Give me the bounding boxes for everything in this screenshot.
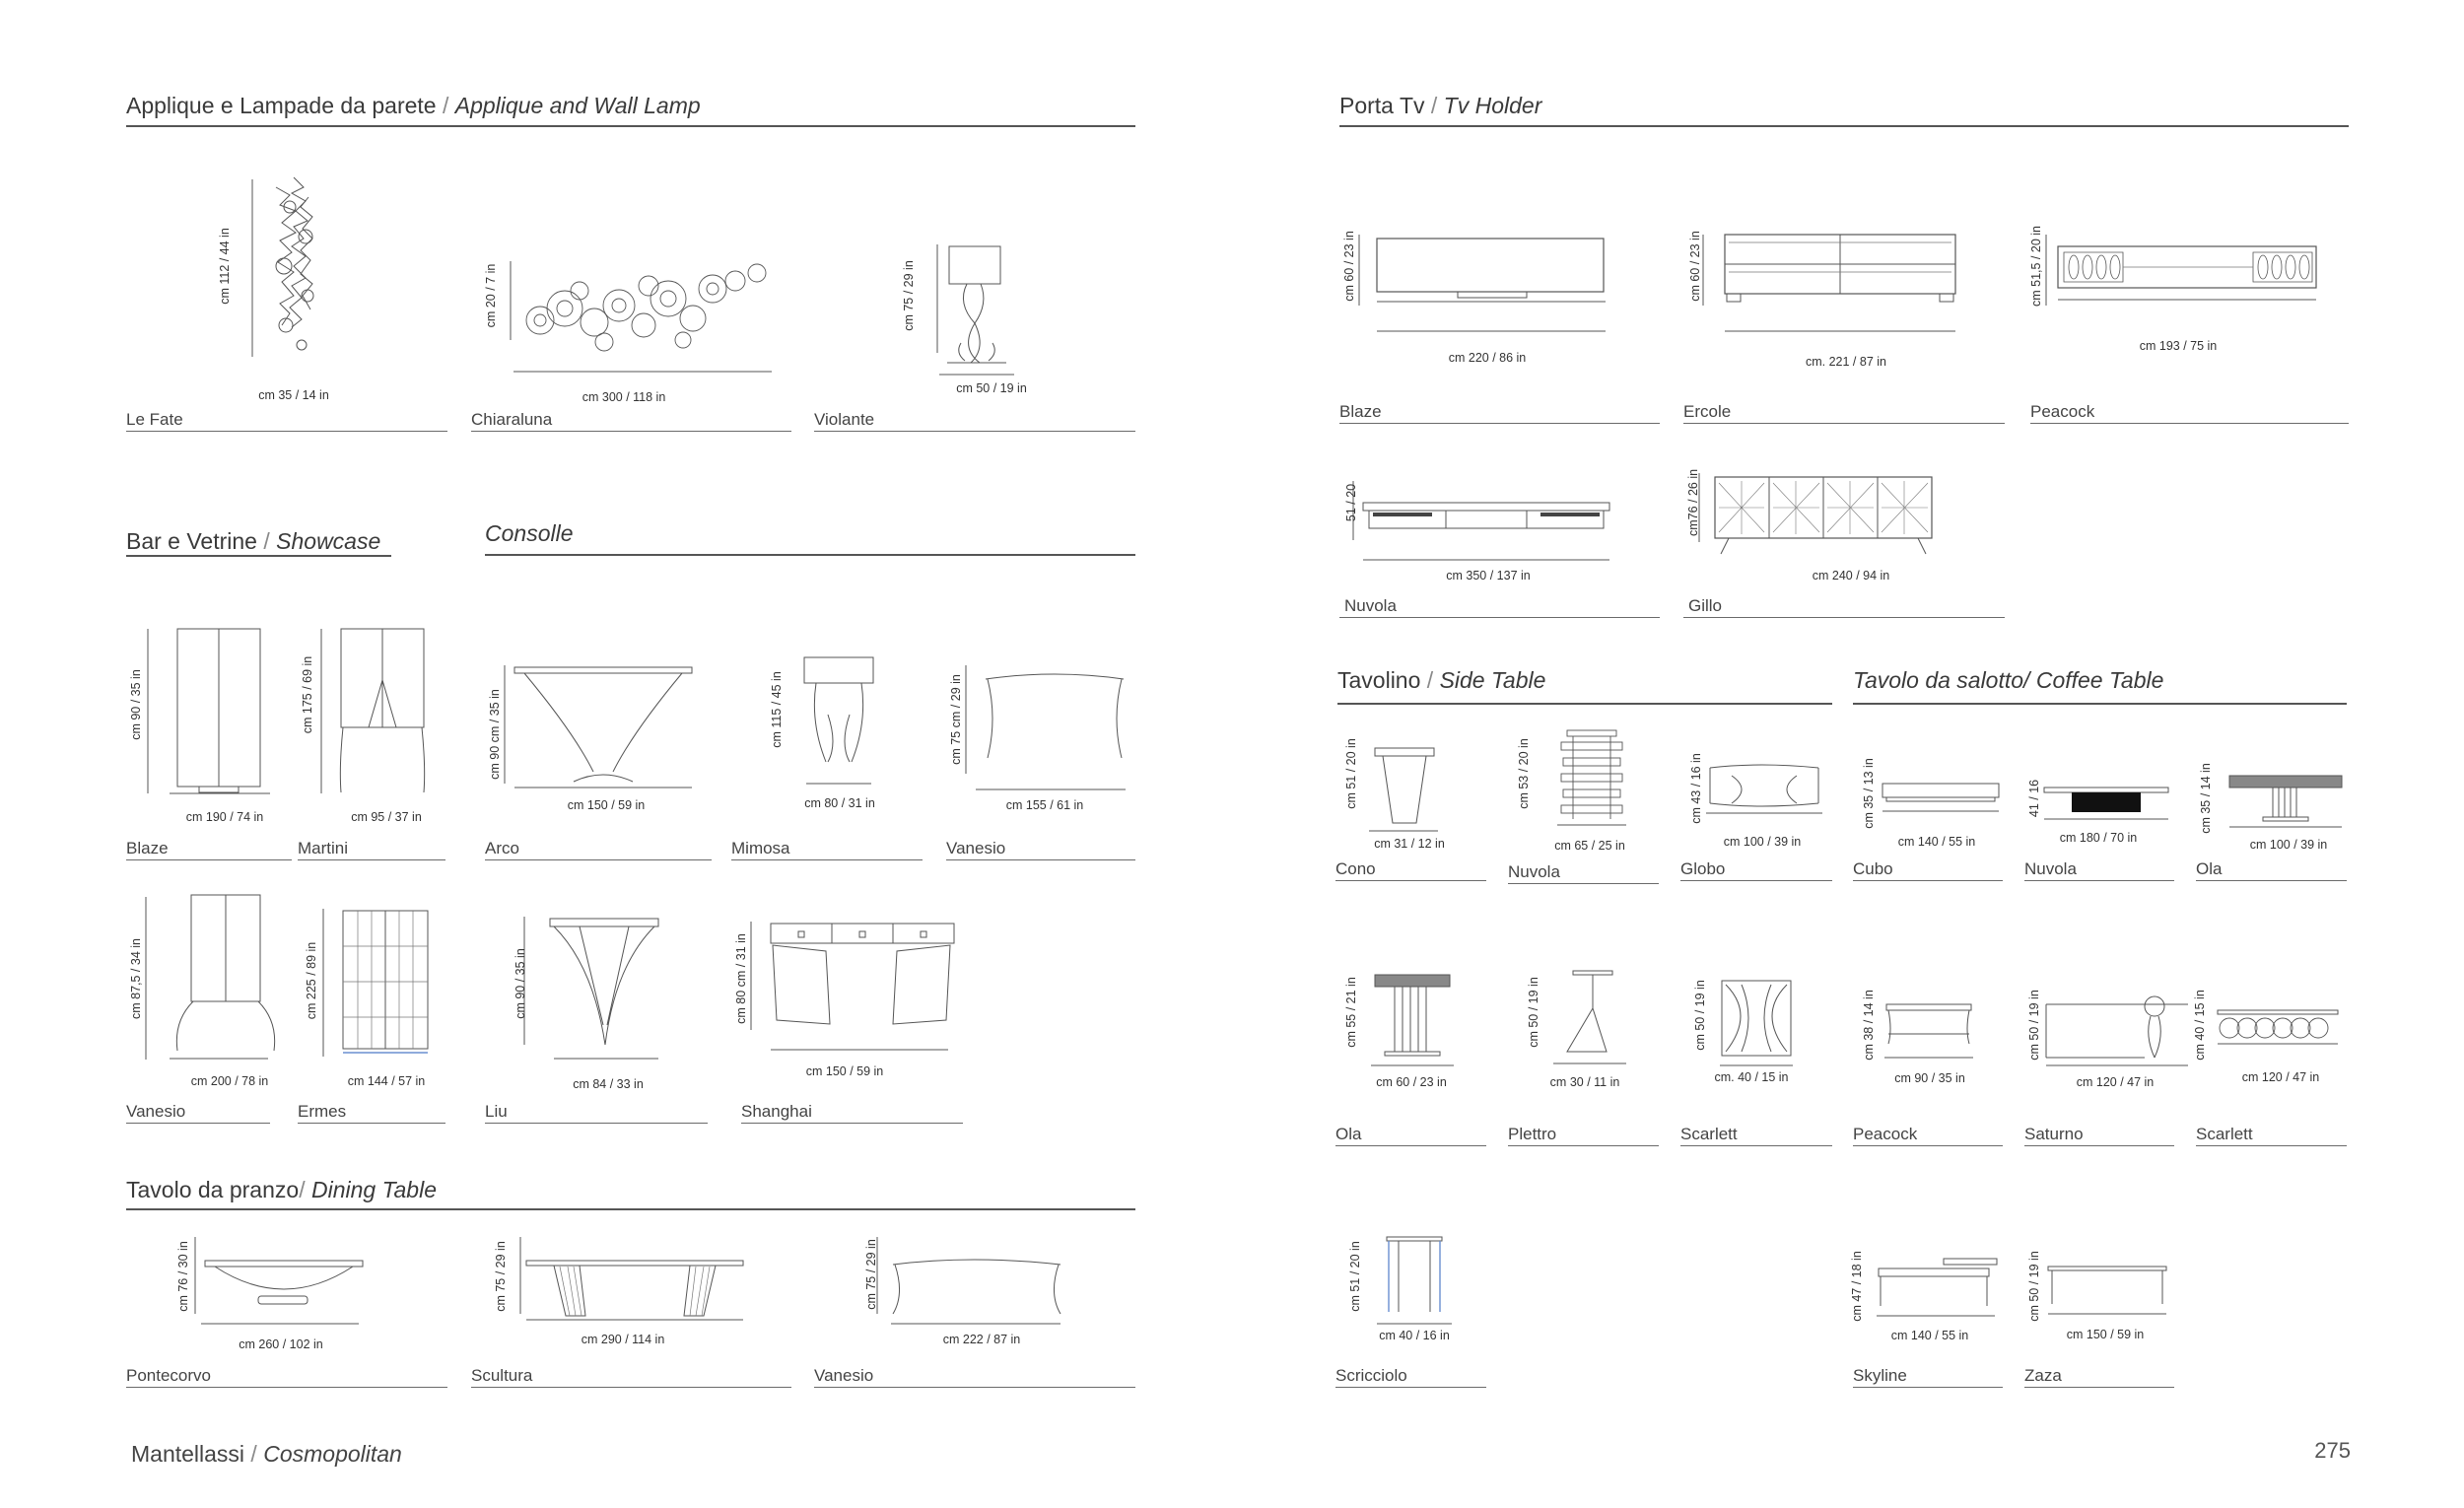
shanghai-drawing	[751, 922, 958, 1060]
ermes-width: cm 144 / 57 in	[347, 1074, 426, 1088]
name-underline	[741, 1123, 963, 1125]
section-rule	[1339, 125, 2349, 127]
globo-width: cm 100 / 39 in	[1723, 835, 1802, 849]
blaze-tv-width: cm 220 / 86 in	[1448, 351, 1527, 365]
chiaraluna-width: cm 300 / 118 in	[582, 390, 666, 404]
name-underline	[2030, 423, 2349, 425]
scricciolo-drawing	[1365, 1235, 1464, 1334]
nuvola-side-width: cm 65 / 25 in	[1554, 839, 1625, 853]
vanesio-consolle-width: cm 155 / 61 in	[1005, 798, 1084, 812]
name-underline	[1680, 880, 1832, 882]
pontecorvo-width: cm 260 / 102 in	[239, 1337, 323, 1351]
nuvola-side-drawing	[1541, 728, 1640, 837]
saturno-name: Saturno	[2024, 1125, 2084, 1143]
liu-name: Liu	[485, 1102, 508, 1121]
ola-coffee-height: cm 35 / 14 in	[2199, 763, 2213, 834]
vanesio-dining-drawing	[877, 1237, 1074, 1336]
ola-side-drawing	[1365, 973, 1464, 1071]
pontecorvo-height: cm 76 / 30 in	[176, 1241, 190, 1312]
peacock-tv-width: cm 193 / 75 in	[2139, 339, 2218, 353]
gillo-drawing	[1699, 463, 1955, 562]
martini-height: cm 175 / 69 in	[301, 655, 314, 734]
product-vanesio-showcase	[126, 882, 270, 1124]
product-scultura	[471, 1227, 791, 1388]
vanesio-showcase-height: cm 87,5 / 34 in	[129, 938, 143, 1019]
peacock-coffee-name: Peacock	[1853, 1125, 1918, 1143]
plettro-drawing	[1547, 969, 1636, 1077]
globo-height: cm 43 / 16 in	[1689, 753, 1703, 824]
name-underline	[126, 1387, 447, 1389]
vanesio-dining-width: cm 222 / 87 in	[942, 1333, 1021, 1346]
blaze-showcase-height: cm 90 / 35 in	[129, 669, 143, 740]
chiaraluna-drawing	[511, 251, 777, 379]
vanesio-dining-height: cm 75 / 29 in	[864, 1239, 878, 1310]
scultura-height: cm 75 / 29 in	[494, 1241, 508, 1312]
product-blaze-showcase	[126, 616, 292, 860]
arco-height: cm 90 cm / 35 in	[488, 689, 502, 780]
peacock-coffee-width: cm 90 / 35 in	[1894, 1071, 1965, 1085]
arco-name: Arco	[485, 839, 519, 857]
name-underline	[1680, 1145, 1832, 1147]
product-saturno	[2024, 961, 2174, 1146]
name-underline	[298, 1123, 445, 1125]
name-underline	[1335, 1387, 1486, 1389]
section-title-coffee-table: Tavolo da salotto/ Coffee Table	[1853, 667, 2164, 693]
name-underline	[126, 859, 292, 861]
shanghai-height: cm 80 cm / 31 in	[734, 933, 748, 1024]
vanesio-dining-name: Vanesio	[814, 1366, 874, 1385]
section-title-tv-holder: Porta Tv / Tv Holder	[1339, 93, 1542, 118]
saturno-width: cm 120 / 47 in	[2076, 1075, 2155, 1089]
cubo-width: cm 140 / 55 in	[1897, 835, 1976, 849]
product-scarlett-coffee	[2193, 961, 2347, 1146]
plettro-height: cm 50 / 19 in	[1527, 977, 1540, 1048]
gillo-width: cm 240 / 94 in	[1812, 569, 1890, 583]
violante-height: cm 75 / 29 in	[902, 260, 916, 331]
product-ola-side	[1335, 961, 1486, 1146]
name-underline	[1853, 880, 2003, 882]
product-plettro	[1508, 961, 1659, 1146]
mimosa-height: cm 115 / 45 in	[770, 671, 784, 748]
ermes-drawing	[323, 909, 432, 1066]
product-blaze-tv	[1339, 217, 1660, 424]
product-scarlett-side	[1680, 961, 1832, 1146]
peacock-tv-height: cm 51,5 / 20 in	[2029, 226, 2043, 307]
le-fate-drawing	[215, 168, 343, 365]
plettro-name: Plettro	[1508, 1125, 1557, 1143]
violante-name: Violante	[814, 410, 875, 429]
scricciolo-name: Scricciolo	[1335, 1366, 1407, 1385]
le-fate-width: cm 35 / 14 in	[258, 388, 329, 402]
scultura-drawing	[520, 1237, 747, 1336]
scarlett-coffee-name: Scarlett	[2196, 1125, 2253, 1143]
scarlett-coffee-width: cm 120 / 47 in	[2241, 1070, 2320, 1084]
blaze-tv-height: cm 60 / 23 in	[1342, 231, 1356, 302]
arco-width: cm 150 / 59 in	[567, 798, 646, 812]
nuvola-coffee-width: cm 180 / 70 in	[2059, 831, 2138, 845]
product-ermes	[298, 882, 445, 1124]
name-underline	[946, 859, 1135, 861]
zaza-name: Zaza	[2024, 1366, 2062, 1385]
scarlett-coffee-height: cm 40 / 15 in	[2193, 990, 2207, 1061]
nuvola-coffee-drawing	[2042, 784, 2170, 823]
shanghai-width: cm 150 / 59 in	[805, 1064, 884, 1078]
name-underline	[471, 1387, 791, 1389]
peacock-tv-name: Peacock	[2030, 402, 2095, 421]
scricciolo-height: cm 51 / 20 in	[1348, 1241, 1362, 1312]
name-underline	[471, 431, 791, 433]
nuvola-coffee-height: 41 / 16	[2027, 779, 2041, 818]
cono-height: cm 51 / 20 in	[1344, 738, 1358, 809]
globo-name: Globo	[1680, 859, 1726, 878]
chiaraluna-name: Chiaraluna	[471, 410, 553, 429]
scarlett-side-name: Scarlett	[1680, 1125, 1738, 1143]
cono-drawing	[1365, 744, 1464, 843]
nuvola-tv-drawing	[1353, 471, 1649, 570]
mimosa-drawing	[781, 655, 879, 793]
ola-coffee-name: Ola	[2196, 859, 2223, 878]
name-underline	[485, 859, 712, 861]
ercole-width: cm. 221 / 87 in	[1806, 355, 1886, 369]
pontecorvo-drawing	[195, 1237, 442, 1336]
vanesio-consolle-height: cm 75 cm / 29 in	[949, 674, 963, 765]
name-underline	[2196, 1145, 2347, 1147]
blaze-showcase-width: cm 190 / 74 in	[185, 810, 264, 824]
name-underline	[1853, 1145, 2003, 1147]
product-cubo	[1853, 724, 2003, 881]
skyline-name: Skyline	[1853, 1366, 1907, 1385]
skyline-width: cm 140 / 55 in	[1890, 1329, 1969, 1342]
scarlett-coffee-drawing	[2216, 1008, 2344, 1067]
peacock-tv-drawing	[2046, 227, 2342, 345]
nuvola-side-name: Nuvola	[1508, 862, 1560, 881]
name-underline	[1853, 1387, 2003, 1389]
ercole-name: Ercole	[1683, 402, 1732, 421]
product-violante	[814, 168, 1135, 432]
blaze-tv-name: Blaze	[1339, 402, 1382, 421]
cono-name: Cono	[1335, 859, 1376, 878]
blaze-showcase-drawing	[148, 621, 276, 798]
footer-brand: Mantellassi / Cosmopolitan	[131, 1441, 402, 1467]
blaze-showcase-name: Blaze	[126, 839, 169, 857]
product-scricciolo	[1335, 1227, 1486, 1388]
section-title-dining: Tavolo da pranzo/ Dining Table	[126, 1177, 437, 1202]
martini-drawing	[321, 621, 430, 798]
scultura-width: cm 290 / 114 in	[581, 1333, 665, 1346]
liu-drawing	[524, 917, 672, 1064]
globo-drawing	[1702, 758, 1830, 827]
gillo-height: cm76 / 26 in	[1686, 468, 1700, 537]
product-zaza	[2024, 1227, 2174, 1388]
name-underline	[1508, 1145, 1659, 1147]
vanesio-showcase-width: cm 200 / 78 in	[190, 1074, 269, 1088]
name-underline	[1339, 423, 1660, 425]
saturno-drawing	[2044, 993, 2192, 1071]
zaza-width: cm 150 / 59 in	[2066, 1328, 2145, 1341]
shanghai-name: Shanghai	[741, 1102, 812, 1121]
name-underline	[1683, 423, 2005, 425]
page-number: 275	[2314, 1438, 2351, 1463]
pontecorvo-name: Pontecorvo	[126, 1366, 211, 1385]
name-underline	[1683, 617, 2005, 619]
section-rule	[126, 1208, 1135, 1210]
section-title-wall-lamp: Applique e Lampade da parete / Applique and Wall Lamp	[126, 93, 701, 118]
gillo-name: Gillo	[1688, 596, 1723, 615]
name-underline	[126, 431, 447, 433]
nuvola-coffee-name: Nuvola	[2024, 859, 2077, 878]
chiaraluna-height: cm 20 / 7 in	[484, 263, 498, 328]
product-peacock-tv	[2030, 217, 2349, 424]
ola-side-height: cm 55 / 21 in	[1344, 977, 1358, 1048]
nuvola-tv-name: Nuvola	[1344, 596, 1397, 615]
martini-name: Martini	[298, 839, 349, 857]
product-vanesio-dining	[814, 1227, 1135, 1388]
product-arco	[485, 616, 712, 860]
name-underline	[814, 431, 1135, 433]
cubo-name: Cubo	[1853, 859, 1893, 878]
name-underline	[814, 1387, 1135, 1389]
violante-drawing	[937, 244, 1016, 382]
ercole-drawing	[1703, 227, 1999, 345]
product-chiaraluna	[471, 168, 791, 432]
name-underline	[2196, 880, 2347, 882]
product-mimosa	[731, 616, 923, 860]
le-fate-height: cm 112 / 44 in	[218, 228, 232, 305]
arco-drawing	[505, 665, 702, 793]
violante-width: cm 50 / 19 in	[956, 381, 1027, 395]
name-underline	[2024, 1145, 2174, 1147]
product-nuvola-tv	[1339, 453, 1660, 618]
scarlett-side-width: cm. 40 / 15 in	[1714, 1070, 1789, 1084]
cubo-height: cm 35 / 13 in	[1862, 758, 1876, 829]
ola-side-name: Ola	[1335, 1125, 1362, 1143]
section-rule	[485, 554, 1135, 556]
section-rule	[126, 555, 391, 557]
product-shanghai	[734, 882, 963, 1124]
name-underline	[1335, 1145, 1486, 1147]
le-fate-name: Le Fate	[126, 410, 183, 429]
skyline-height: cm 47 / 18 in	[1850, 1251, 1864, 1322]
zaza-drawing	[2044, 1257, 2172, 1326]
name-underline	[126, 1123, 270, 1125]
martini-width: cm 95 / 37 in	[351, 810, 422, 824]
name-underline	[1335, 880, 1486, 882]
nuvola-side-height: cm 53 / 20 in	[1517, 738, 1531, 809]
liu-width: cm 84 / 33 in	[573, 1077, 644, 1091]
product-le-fate	[126, 168, 447, 432]
mimosa-width: cm 80 / 31 in	[804, 796, 875, 810]
vanesio-consolle-drawing	[966, 665, 1133, 793]
ola-coffee-width: cm 100 / 39 in	[2249, 838, 2328, 852]
ercole-height: cm 60 / 23 in	[1688, 231, 1702, 302]
ermes-name: Ermes	[298, 1102, 347, 1121]
product-ola-coffee	[2196, 724, 2347, 881]
product-liu	[485, 882, 708, 1124]
name-underline	[298, 859, 445, 861]
vanesio-showcase-name: Vanesio	[126, 1102, 186, 1121]
section-title-showcase: Bar e Vetrine / Showcase	[126, 528, 381, 554]
nuvola-tv-width: cm 350 / 137 in	[1446, 569, 1531, 583]
zaza-height: cm 50 / 19 in	[2027, 1251, 2041, 1322]
ola-side-width: cm 60 / 23 in	[1376, 1075, 1447, 1089]
blaze-tv-drawing	[1359, 227, 1655, 345]
mimosa-name: Mimosa	[731, 839, 790, 857]
skyline-drawing	[1873, 1257, 2001, 1326]
name-underline	[2024, 1387, 2174, 1389]
section-rule	[1853, 703, 2347, 705]
liu-height: cm 90 / 35 in	[513, 948, 527, 1019]
vanesio-consolle-name: Vanesio	[946, 839, 1006, 857]
name-underline	[2024, 880, 2174, 882]
scarlett-side-drawing	[1712, 977, 1811, 1075]
product-cono	[1335, 724, 1486, 881]
section-rule	[126, 125, 1135, 127]
section-rule	[1337, 703, 1832, 705]
product-globo	[1680, 724, 1832, 881]
name-underline	[1508, 883, 1659, 885]
ola-coffee-drawing	[2227, 774, 2346, 833]
product-gillo	[1683, 453, 2005, 618]
peacock-coffee-drawing	[1881, 1002, 1989, 1071]
peacock-coffee-height: cm 38 / 14 in	[1862, 990, 1876, 1061]
product-nuvola-side	[1508, 724, 1659, 884]
plettro-width: cm 30 / 11 in	[1549, 1075, 1620, 1089]
scarlett-side-height: cm 50 / 19 in	[1693, 980, 1707, 1051]
ermes-height: cm 225 / 89 in	[305, 941, 318, 1020]
name-underline	[1339, 617, 1660, 619]
product-peacock-coffee	[1853, 961, 2003, 1146]
product-martini	[298, 616, 445, 860]
scricciolo-width: cm 40 / 16 in	[1379, 1329, 1450, 1342]
saturno-height: cm 50 / 19 in	[2027, 990, 2041, 1061]
nuvola-tv-height: 51 / 20	[1344, 483, 1358, 522]
section-title-side-table: Tavolino / Side Table	[1337, 667, 1546, 693]
vanesio-showcase-drawing	[146, 887, 264, 1064]
product-nuvola-coffee	[2024, 724, 2174, 881]
product-vanesio-consolle	[946, 616, 1135, 860]
product-pontecorvo	[126, 1227, 447, 1388]
cono-width: cm 31 / 12 in	[1374, 837, 1445, 851]
name-underline	[731, 859, 923, 861]
product-ercole	[1683, 217, 2005, 424]
cubo-drawing	[1877, 774, 2005, 823]
scultura-name: Scultura	[471, 1366, 533, 1385]
product-skyline	[1850, 1227, 2003, 1388]
name-underline	[485, 1123, 708, 1125]
section-title-consolle: Consolle	[485, 520, 574, 546]
